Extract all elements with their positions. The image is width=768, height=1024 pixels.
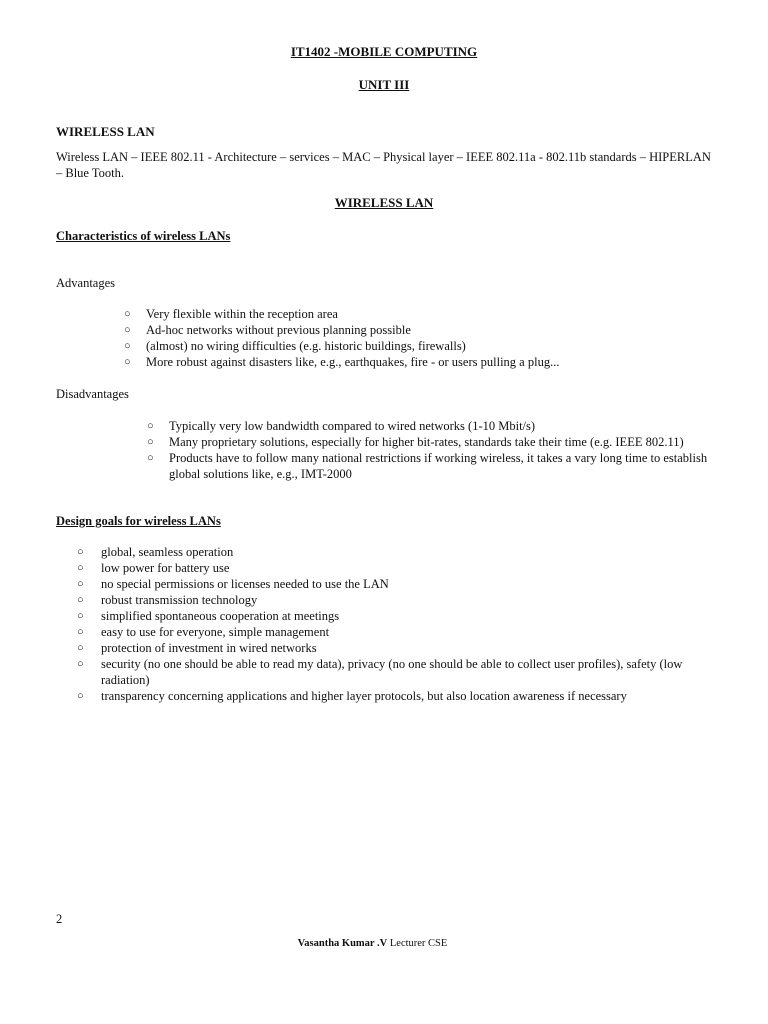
list-item-text: simplified spontaneous cooperation at meetings [101,609,340,623]
list-item-text: global, seamless operation [101,545,234,559]
list-item [77,560,721,576]
list-item-text: security (no one should be able to read my data), privacy (no one should be able to collect user profiles), safety (low radiation) [101,657,683,687]
bullet-icon: ○ [77,690,84,702]
bullet-icon: ○ [77,562,84,574]
list-item [77,656,721,688]
list-item-text: transparency concerning applications and higher layer protocols, but also location awareness if necessary [101,689,627,703]
list-item-text: Many proprietary solutions, especially for higher bit-rates, standards take their time (e.g. IEEE 802.11) [169,435,684,449]
syllabus-text: Wireless LAN – IEEE 802.11 - Architecture – services – MAC – Physical layer – IEEE 802.11a - 802.11b standards – HIPERLAN – Blue Tooth. [56,150,711,180]
bullet-icon: ○ [77,594,84,606]
characteristics-heading: Characteristics of wireless LANs [56,229,231,243]
bullet-icon: ○ [124,308,131,320]
footer-author [0,936,745,952]
list-item [77,576,721,592]
page-number: 2 [56,912,63,926]
list-item [147,434,709,450]
list-item-text: low power for battery use [101,561,230,575]
bullet-icon: ○ [77,626,84,638]
list-item [77,608,721,624]
design-goals-heading: Design goals for wireless LANs [56,514,221,528]
list-item [77,624,721,640]
list-item-text: More robust against disasters like, e.g., earthquakes, fire - or users pulling a plug... [146,355,560,369]
bullet-icon: ○ [77,642,84,654]
advantages-list [124,306,726,370]
bullet-icon: ○ [77,546,84,558]
disadvantages-list [147,418,709,482]
list-item-text: Very flexible within the reception area [146,307,338,321]
syllabus-heading: WIRELESS LAN [56,124,155,139]
bullet-icon: ○ [77,578,84,590]
section-title: WIRELESS LAN [334,195,434,210]
list-item-text: robust transmission technology [101,593,258,607]
list-item [124,306,726,322]
list-item [147,450,709,482]
list-item [77,688,721,704]
list-item-text: no special permissions or licenses needed to use the LAN [101,577,389,591]
list-item [147,418,709,434]
bullet-icon: ○ [77,658,84,670]
list-item-text: Products have to follow many national restrictions if working wireless, it takes a vary long time to establish global solutions like, e.g., IMT-2000 [169,451,708,481]
bullet-icon: ○ [124,356,131,368]
list-item [124,338,726,354]
bullet-icon: ○ [77,610,84,622]
design-goals-list [77,544,721,704]
list-item [77,544,721,560]
list-item-text: easy to use for everyone, simple management [101,625,330,639]
author-title: Lecturer CSE [387,938,448,949]
list-item [124,322,726,338]
list-item-text: protection of investment in wired networks [101,641,317,655]
bullet-icon: ○ [124,340,131,352]
list-item [77,640,721,656]
list-item-text: Ad-hoc networks without previous planning possible [146,323,411,337]
bullet-icon: ○ [147,420,154,432]
list-item [124,354,726,370]
unit-title: UNIT III [358,77,410,92]
list-item-text: (almost) no wiring difficulties (e.g. historic buildings, firewalls) [146,339,466,353]
course-title: IT1402 -MOBILE COMPUTING [290,44,478,59]
bullet-icon: ○ [147,452,154,464]
list-item [77,592,721,608]
author-name: Vasantha Kumar .V [297,938,388,949]
list-item-text: Typically very low bandwidth compared to wired networks (1-10 Mbit/s) [169,419,536,433]
bullet-icon: ○ [147,436,154,448]
advantages-label: Advantages [56,276,116,290]
disadvantages-label: Disadvantages [56,387,129,401]
bullet-icon: ○ [124,324,131,336]
